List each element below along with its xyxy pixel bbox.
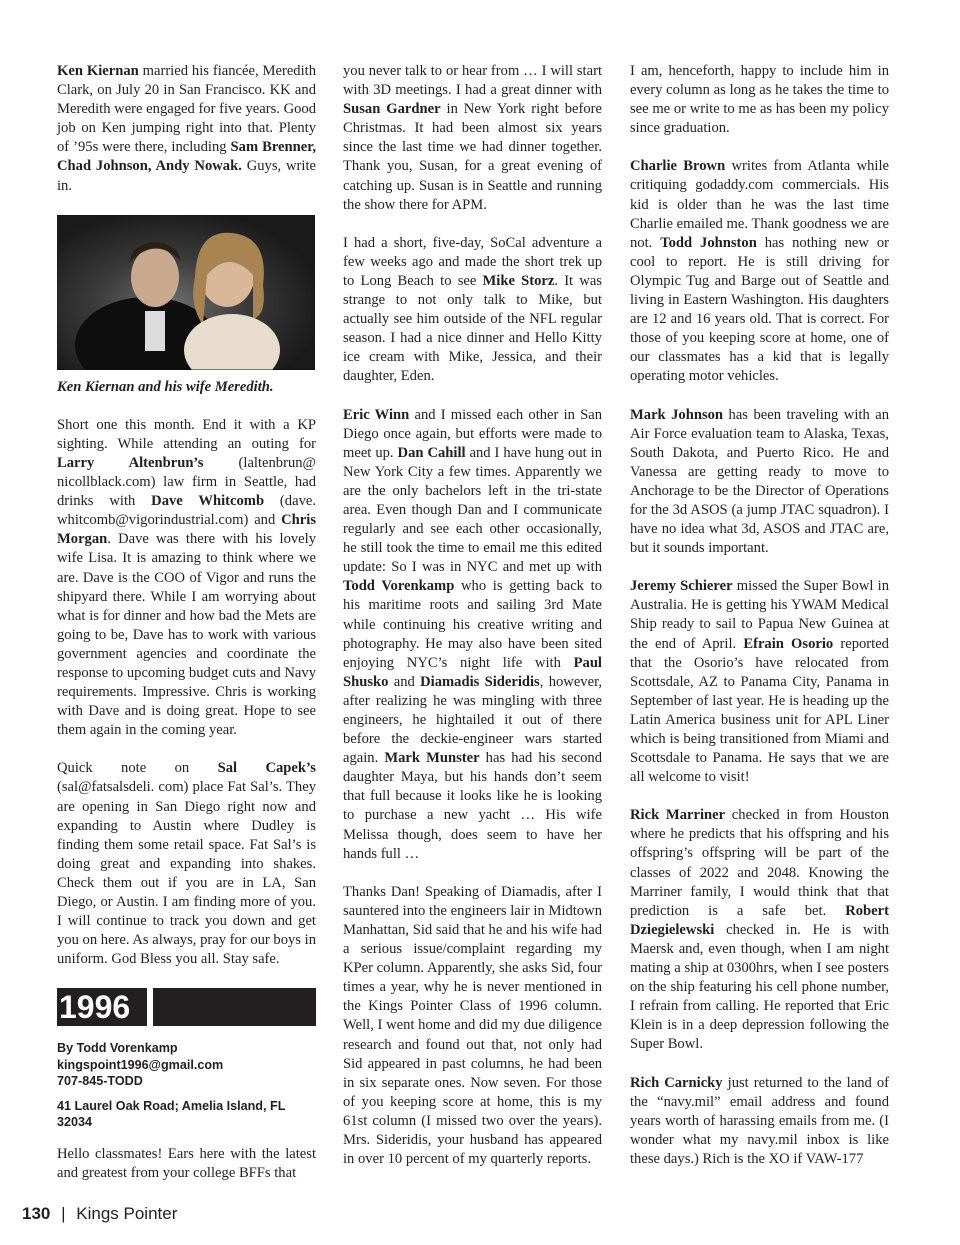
paragraph	[57, 416, 316, 741]
classmate-name: Paul Shusko	[343, 654, 602, 690]
byline-email[interactable]: kingspoint1996@gmail.com	[57, 1057, 224, 1072]
text-run: Guys, write in.	[57, 158, 316, 194]
column-3	[630, 62, 889, 1188]
text-run: just returned to the land of the “navy.mil” email address and found years worth of harassing emails from me. (I wonder what my navy.mil inbox is like these days.) Rich is the XO if VAW-177	[630, 1074, 889, 1167]
text-run: reported that the Osorio’s have relocated from Scottsdale, AZ to Panama City, Panama in September of last year. He is heading up the Latin America business unit for APL Liner which is being transitioned from Miami and Scottsdale to Panama. He says that we are all welcome to visit!	[630, 635, 889, 786]
text-run: I had a short, five-day, SoCal adventure a few weeks ago and made the short trek up to Long Beach to see	[343, 234, 602, 289]
paragraph	[57, 759, 316, 969]
text-run: you never talk to or hear from … I will start with 3D meetings. I had a great dinner with	[343, 63, 602, 99]
byline-phone: 707-845-TODD	[57, 1074, 143, 1089]
paragraph	[57, 62, 316, 196]
classmate-name: Mike Storz	[482, 272, 555, 289]
classmate-name: Diamadis Sideridis	[420, 673, 540, 690]
paragraph	[57, 1145, 316, 1183]
banner-bar	[153, 988, 316, 1026]
text-run: in New York right before Christmas. It had been almost six years since the last time we had dinner together. Thank you, Susan, for a great evening of catching up. Susan is in Seattle and running the show there for APM.	[343, 101, 602, 213]
class-year: 1996	[57, 988, 147, 1026]
classmate-name: Eric Winn	[343, 406, 410, 423]
footer-separator: |	[61, 1204, 66, 1223]
page-number: 130	[22, 1204, 51, 1223]
text-run: , however, after realizing he was mingling with three engineers, he hightailed it out of there before the deckie-engineer wars started again.	[343, 673, 602, 767]
text-run: and I have hung out in New York City a few times. Apparently we are the only bachelors left in the tri-state area. Even though Dan and I communicate regularly and see each other occasionally, he still took the time to email me this edited update: So I was in NYC and met up with	[343, 444, 602, 576]
paragraph	[343, 883, 602, 1169]
classmate-name: Chris Morgan	[57, 512, 316, 548]
paragraph	[343, 62, 602, 215]
byline	[57, 1040, 316, 1131]
classmate-name: Susan Gardner	[343, 101, 441, 118]
column-2	[343, 62, 602, 1188]
text-run: checked in from Houston where he predicts that his offspring and his offspring’s offspring will be part of the classes of 2022 and 2048. Knowing the Marriner family, I would think that that prediction is a safe bet.	[630, 807, 889, 919]
classmate-name: Mark Johnson	[630, 406, 724, 423]
text-run: writes from Atlanta while critiquing godaddy.com commercials. His kid is older than he was the last time Charlie emailed me. Thank goodness we are not.	[630, 158, 889, 251]
text-run: (laltenbrun@ nicollblack.com) law firm in Seattle, had drinks with	[57, 454, 316, 510]
paragraph	[630, 406, 889, 559]
text-run: Short one this month. End it with a KP sighting. While attending an outing for	[57, 416, 316, 452]
text-run: who is getting back to his maritime roots and sailing 3rd Mate while continuing his creative writing and photography. He may also have been sited enjoying NYC’s night life with	[343, 578, 602, 671]
paragraph	[630, 62, 889, 138]
paragraph	[630, 577, 889, 787]
classmate-name: Sam Brenner, Chad Johnson, Andy Nowak.	[57, 139, 317, 175]
paragraph	[630, 157, 889, 386]
page-footer	[22, 1204, 177, 1224]
classmate-name: Dan Cahill	[397, 444, 466, 461]
paragraph	[343, 406, 602, 864]
byline-author: By Todd Vorenkamp	[57, 1041, 178, 1056]
classmate-name: Charlie Brown	[630, 158, 726, 175]
text-run: and	[388, 673, 421, 690]
photo-caption: Ken Kiernan and his wife Meredith.	[57, 378, 274, 395]
text-run: (sal@fatsalsdeli. com) place Fat Sal’s. They are opening in San Diego right now and expanding to Austin where Dudley is finding them some retail space. Fat Sal’s is doing great and expanding into shakes. Check them out if you are in LA, San Diego, or Austin. I am finding more of you. I will continue to track you down and get you on here. As always, pray for our boys in uniform. God Bless you all. Stay safe.	[57, 779, 316, 968]
text-run: married his fiancée, Meredith Clark, on July 20 in San Francisco. KK and Meredith were engaged for five years. Good job on Ken jumping right into that. Plenty of ’95s were there, including	[57, 63, 316, 156]
class-year-banner	[57, 988, 316, 1026]
text-run: (dave. whitcomb@vigorindustrial.com) and	[57, 493, 316, 529]
couple-photo-illustration	[57, 215, 315, 370]
text-run: I am, henceforth, happy to include him in every column as long as he takes the time to see me or write to me as has been my policy since graduation.	[630, 63, 889, 137]
text-run: . It was strange to not only talk to Mike, but actually see him outside of the NFL regular season. I had a nice dinner and Hello Kitty ice cream with Mike, Jessica, and their daughter, Eden.	[343, 272, 602, 385]
classmate-name: Rick Marriner	[630, 807, 726, 824]
byline-address: 41 Laurel Oak Road; Amelia Island, FL 32034	[57, 1098, 286, 1130]
text-run: has nothing new or cool to report. He is still driving for Olympic Tug and Barge out of Seattle and living in Eastern Washington. His daughters are 12 and 16 years old. That is correct. For those of you keeping score at home, one of our classmates has a kid that is legally operating motor vehicles.	[630, 234, 889, 385]
classmate-name: Efrain Osorio	[743, 635, 834, 652]
text-run: checked in. He is with Maersk and, even though, when I am night mating a ship at 0300hrs, when I see posters on the ship featuring his cell phone number, I refrain from calling. He reported that Eric Klein is in a deep depression following the Super Bowl.	[630, 921, 889, 1053]
text-run: Thanks Dan! Speaking of Diamadis, after I sauntered into the engineers lair in Midtown Manhattan, Sid said that he and his wife had a serious issue/complaint regarding my KPer column. Apparently, she asks Sid, four times a year, why he is never mentioned in the Kings Pointer Class of 1996 column. Well, I went home and did my due diligence research and found out that, not only had Sid appeared in past columns, he had been in six separate ones. Now seven. For those of you keeping score at home, this is my 61st column (I missed two over the years). Mrs. Sideridis, your husband has appeared in over 10 percent of my quarterly reports.	[343, 883, 602, 1168]
wedding-photo	[57, 215, 315, 370]
classmate-name: Rich Carnicky	[630, 1074, 723, 1091]
classmate-name: Sal Capek’s	[217, 760, 316, 777]
classmate-name: Dave Whitcomb	[151, 493, 265, 510]
classmate-name: Jeremy Schierer	[630, 578, 733, 595]
text-run: Quick note on	[57, 760, 218, 777]
column-1	[57, 62, 316, 1202]
text-run: has had his second daughter Maya, but his hands don’t seem that full because it looks like he is looking to purchase a new yacht … His wife Melissa though, does seem to have her hands full …	[343, 750, 602, 862]
text-run: and I missed each other in San Diego once again, but efforts were made to meet up.	[343, 406, 602, 461]
text-run: Hello classmates! Ears here with the latest and greatest from your college BFFs that	[57, 1145, 316, 1181]
classmate-name: Ken Kiernan	[57, 63, 139, 79]
paragraph	[630, 806, 889, 1054]
paragraph	[630, 1074, 889, 1169]
text-run: missed the Super Bowl in Australia. He is getting his YWAM Medical Ship ready to sail to Papua New Guinea at the end of April.	[630, 578, 889, 652]
text-run: has been traveling with an Air Force evaluation team to Alaska, Texas, South Dakota, and Puerto Rico. He and Vanessa are getting ready to move to Anchorage to be the Director of Operations for the 3d ASOS (a jump JTAC squadron). I have no idea what 3d, ASOS and JTAC are, but it sounds important.	[630, 406, 889, 557]
classmate-name: Todd Johnston	[660, 234, 757, 251]
text-run: . Dave was there with his lovely wife Lisa. It is amazing to think where we are. Dave is the COO of Vigor and runs the shipyard there. While I am worrying about what is for dinner and how bad the Mets are going to be, Dave has to work with various government agencies and coordinate the response to upcoming budget cuts and Navy requirements. Impressive. Chris is working with Dave and is doing great. Hope to see them again in the coming year.	[57, 531, 316, 739]
classmate-name: Robert Dziegielewski	[630, 902, 889, 938]
publication-name: Kings Pointer	[76, 1204, 178, 1223]
classmate-name: Larry Altenbrun’s	[57, 454, 204, 471]
classmate-name: Todd Vorenkamp	[343, 578, 455, 595]
paragraph	[343, 234, 602, 387]
classmate-name: Mark Munster	[384, 750, 480, 767]
